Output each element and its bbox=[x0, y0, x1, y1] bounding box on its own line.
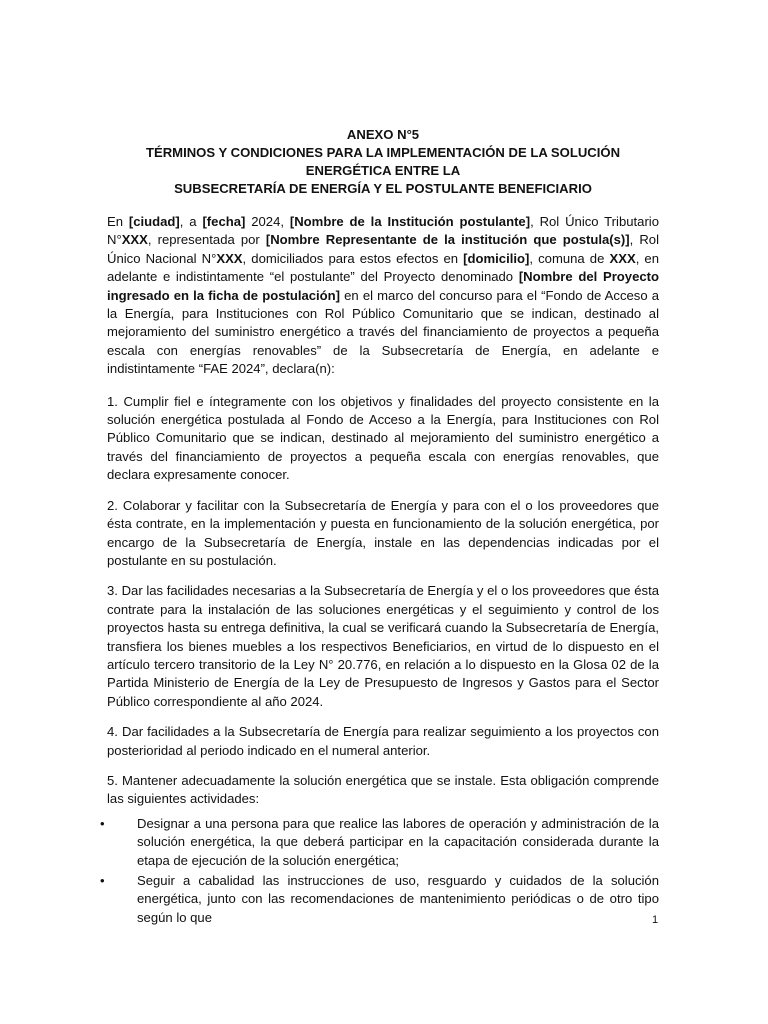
intro-text: , domiciliados para estos efectos en bbox=[242, 250, 464, 266]
clause-1: 1. Cumplir fiel e íntegramente con los objetivos y finalidades del proyecto consistente en la solución energética postulada al Fondo de Acceso a la Energía, para Instituciones con Rol Público Comunitario que se indican, destinado al mejoramiento del suministro energético a través del financiamiento de proyectos a pequeña escala con energías renovables, que declara expresamente conocer. bbox=[107, 393, 659, 483]
title-line-2: SUBSECRETARÍA DE ENERGÍA Y EL POSTULANTE BENEFICIARIO bbox=[174, 181, 592, 196]
placeholder-address: [domicilio] bbox=[463, 250, 530, 266]
clause-2: 2. Colaborar y facilitar con la Subsecretaría de Energía y para con el o los proveedores que ésta contrate, en la implementación y puesta en funcionamiento de la solución energética, por encargo de la Subsecretaría de Energía, instale en las dependencias indicadas por el postulante en su postulación. bbox=[107, 497, 659, 568]
annex-number: ANEXO N°5 bbox=[346, 127, 420, 142]
list-item bbox=[100, 872, 659, 927]
intro-text: , a bbox=[179, 214, 203, 229]
placeholder-representative: [Nombre Representante de la institución que postula(s)] bbox=[265, 232, 630, 248]
clause-5: 5. Mantener adecuadamente la solución energética que se instale. Esta obligación comprende las siguientes actividades: bbox=[107, 772, 659, 807]
clause-5-activities bbox=[100, 815, 659, 927]
placeholder-city: [ciudad] bbox=[128, 214, 180, 229]
document-body bbox=[100, 126, 660, 929]
placeholder-date: [fecha] bbox=[202, 214, 246, 229]
clause-3: 3. Dar las facilidades necesarias a la Subsecretaría de Energía y el o los proveedores que ésta contrate para la instalación de las soluciones energéticas y el seguimiento y control de los proyectos hasta su entrega definitiva, la cual se verificará cuando la Subsecretaría de Energía, transfiera los bienes muebles a los respectivos Beneficiarios, en virtud de lo dispuesto en el artículo tercero transitorio de la Ley N° 20.776, en relación a lo dispuesto en la Glosa 02 de la Partida Ministerio de Energía de la Ley de Presupuesto de Ingresos y Gastos para el Sector Público correspondiente al año 2024. bbox=[107, 583, 659, 709]
intro-text: , comuna de bbox=[529, 250, 610, 266]
bullet-icon: • bbox=[100, 815, 105, 831]
placeholder-run: XXX bbox=[216, 250, 243, 266]
intro-text: 2024, bbox=[245, 214, 290, 229]
intro-paragraph bbox=[107, 213, 659, 379]
intro-text: , Rol Único Tributario N° bbox=[107, 214, 659, 248]
intro-text: En bbox=[107, 214, 129, 229]
placeholder-commune: XXX bbox=[609, 250, 636, 266]
list-item bbox=[100, 815, 659, 870]
placeholder-institution: [Nombre de la Institución postulante] bbox=[289, 214, 531, 229]
intro-text: , representada por bbox=[147, 232, 266, 248]
title-line-1: TÉRMINOS Y CONDICIONES PARA LA IMPLEMENTACIÓN DE LA SOLUCIÓN ENERGÉTICA ENTRE LA bbox=[145, 145, 621, 178]
list-item-text: Seguir a cabalidad las instrucciones de uso, resguardo y cuidados de la solución energética, junto con las recomendaciones de mantenimiento periódicas o de otro tipo según lo que bbox=[137, 873, 659, 925]
clause-4: 4. Dar facilidades a la Subsecretaría de Energía para realizar seguimiento a los proyectos con posterioridad al periodo indicado en el numeral anterior. bbox=[107, 724, 659, 758]
document-title bbox=[107, 126, 659, 198]
placeholder-rut: XXX bbox=[121, 232, 148, 248]
bullet-icon: • bbox=[100, 873, 105, 888]
intro-text: , Rol Único Nacional N° bbox=[107, 232, 659, 266]
placeholder-project-name: [Nombre del Proyecto ingresado en la ficha de postulación] bbox=[107, 269, 660, 303]
intro-text: en el marco del concurso para el “Fondo de Acceso a la Energía, para Instituciones con Rol Público Comunitario que se indican, destinado al mejoramiento del suministro energético a través del financiamiento de proyectos a pequeña escala con energías renovables” de la Subsecretaría de Energía, en adelante e indistintamente “FAE 2024”, declara(n): bbox=[107, 287, 659, 377]
intro-text: , en adelante e indistintamente “el postulante” del Proyecto denominado bbox=[107, 250, 659, 285]
list-item-text: Designar a una persona para que realice las labores de operación y administración de la solución energética, la que deberá participar en la capacitación considerada durante la etapa de ejecución de la solución energética; bbox=[137, 815, 659, 868]
page-number: 1 bbox=[652, 914, 659, 926]
